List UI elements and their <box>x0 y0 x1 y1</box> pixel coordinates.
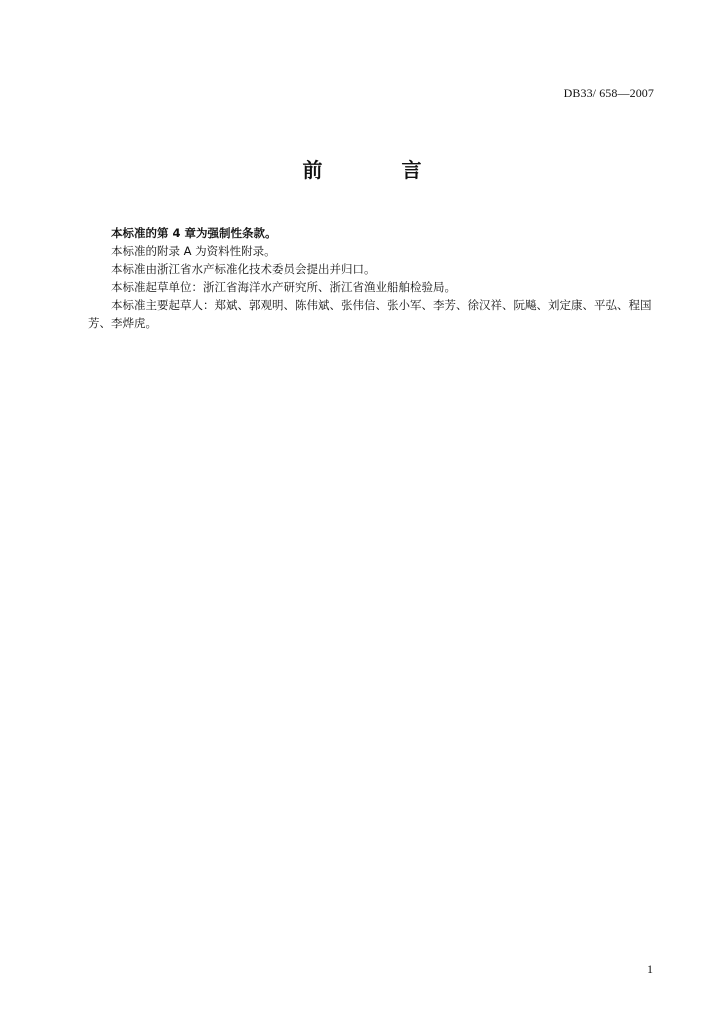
paragraph-main-drafters: 本标准主要起草人：郑斌、郭观明、陈伟斌、张伟信、张小军、李芳、徐汉祥、阮飚、刘定康、平弘、程国芳、李烨虎。 <box>88 298 652 330</box>
paragraph-mandatory-clause: 本标准的第 4 章为强制性条款。 <box>111 226 277 240</box>
paragraph-proposed-by: 本标准由浙江省水产标准化技术委员会提出并归口。 <box>111 262 376 276</box>
paragraph-informative-annex: 本标准的附录 A 为资料性附录。 <box>111 244 276 258</box>
section-title: 前 言 <box>302 158 458 182</box>
page-number: 1 <box>647 962 653 976</box>
foreword-body <box>88 224 656 332</box>
standard-code: DB33/ 658—2007 <box>563 86 654 100</box>
paragraph-drafting-units: 本标准起草单位：浙江省海洋水产研究所、浙江省渔业船舶检验局。 <box>111 280 456 294</box>
